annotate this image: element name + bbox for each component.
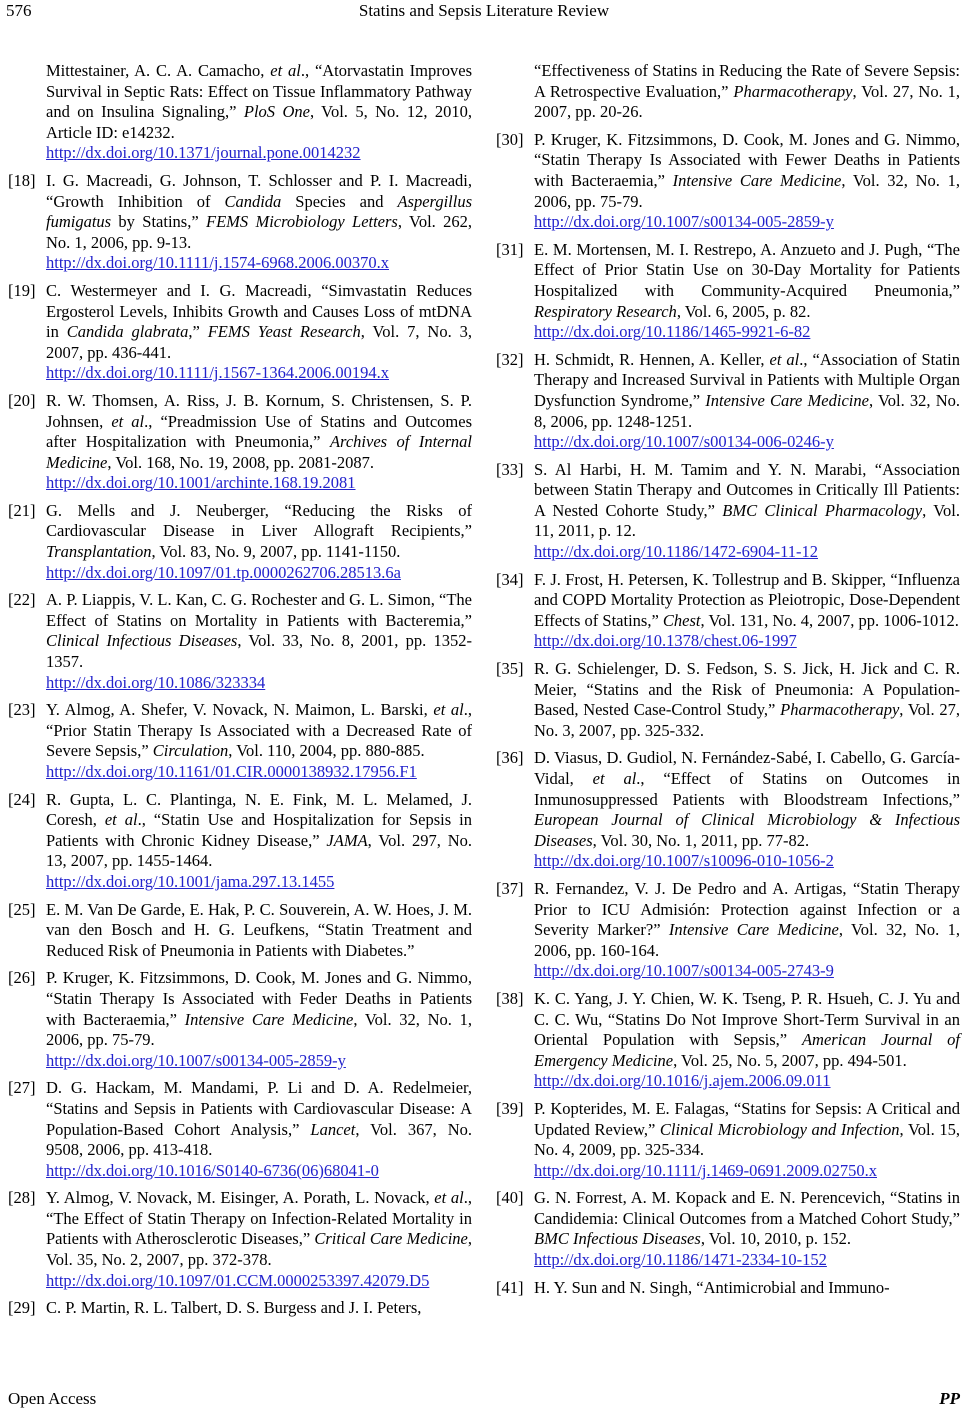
reference-number: [35] — [496, 659, 524, 679]
doi-link[interactable]: http://dx.doi.org/10.1007/s00134-006-0246-y — [534, 432, 834, 452]
reference-text: D. G. Hackam, M. Mandami, P. Li and D. A. Redelmeier, “Statins and Sepsis in Patients with Cardiovascular Disease: A Population-Based Cohort Analysis,” Lancet, Vol. 367, No. 9508, 2006, pp. 413-418. http://dx.doi.org/10.1016/S0140-6736(06)68041-0 — [46, 1078, 472, 1180]
doi-link[interactable]: http://dx.doi.org/10.1097/01.CCM.0000253397.42079.D5 — [46, 1270, 430, 1290]
reference-text: F. J. Frost, H. Petersen, K. Tollestrup and B. Skipper, “Influenza and COPD Mortality Protection as Pleiotropic, Dose-Dependent Effects of Statins,” Chest, Vol. 131, No. 4, 2007, pp. 1006-1012. http://dx.doi.org/10.1378/chest.06-1997 — [534, 569, 960, 651]
reference-number — [496, 61, 534, 123]
doi-link[interactable]: http://dx.doi.org/10.1016/S0140-6736(06)68041-0 — [46, 1160, 379, 1180]
reference-text: G. N. Forrest, A. M. Kopack and E. N. Perencevich, “Statins in Candidemia: Clinical Outcomes from a Matched Cohort Study,” BMC Infectious Diseases, Vol. 10, 2010, p. 152. http://dx.doi.org/10.1186/1471-2334-10-152 — [534, 1188, 960, 1270]
doi-link[interactable]: http://dx.doi.org/10.1007/s00134-005-2859-y — [46, 1050, 346, 1070]
reference-entry — [496, 570, 960, 652]
reference-number: [26] — [8, 968, 36, 988]
reference-text: “Effectiveness of Statins in Reducing the Rate of Severe Sepsis: A Retrospective Evaluation,” Pharmacotherapy, Vol. 27, No. 1, 2007, pp. 20-26. — [534, 61, 960, 122]
reference-entry — [8, 590, 472, 693]
reference-number: [28] — [8, 1188, 36, 1208]
reference-number: [37] — [496, 878, 524, 898]
doi-link[interactable]: http://dx.doi.org/10.1086/323334 — [46, 672, 266, 692]
reference-entry — [8, 61, 472, 164]
doi-link[interactable]: http://dx.doi.org/10.1097/01.tp.0000262706.28513.6a — [46, 562, 401, 582]
doi-link[interactable]: http://dx.doi.org/10.1371/journal.pone.0014232 — [46, 143, 361, 163]
reference-number: [19] — [8, 280, 36, 300]
doi-link[interactable]: http://dx.doi.org/10.1016/j.ajem.2006.09.011 — [534, 1071, 831, 1091]
reference-number: [23] — [8, 700, 36, 720]
reference-entry — [496, 460, 960, 563]
right-column — [496, 61, 960, 1326]
reference-number: [39] — [496, 1098, 524, 1118]
reference-text: R. W. Thomsen, A. Riss, J. B. Kornum, S. Christensen, S. P. Johnsen, et al., “Preadmission Use of Statins and Outcomes after Hospitalization with Pneumonia,” Archives of Internal Medicine, Vol. 168, No. 19, 2008, pp. 2081-2087. http://dx.doi.org/10.1001/archinte.168.19.2081 — [46, 390, 473, 493]
reference-text: H. Schmidt, R. Hennen, A. Keller, et al., “Association of Statin Therapy and Increased Survival in Patients with Multiple Organ Dysfunction Syndrome,” Intensive Care Medicine, Vol. 32, No. 8, 2006, pp. 1248-1251. http://dx.doi.org/10.1007/s00134-006-0246-y — [534, 349, 960, 452]
page-footer — [0, 1389, 968, 1409]
reference-text: P. Kruger, K. Fitzsimmons, D. Cook, M. Jones and G. Nimmo, “Statin Therapy Is Associated with Fewer Deaths in Patients with Bacteraemia,” Intensive Care Medicine, Vol. 32, No. 1, 2006, pp. 75-79. http://dx.doi.org/10.1007/s00134-005-2859-y — [534, 129, 960, 232]
reference-text: I. G. Macreadi, G. Johnson, T. Schlosser and P. I. Macreadi, “Growth Inhibition of Candida Species and Aspergillus fumigatus by Statins,” FEMS Microbiology Letters, Vol. 262, No. 1, 2006, pp. 9-13. http://dx.doi.org/10.1111/j.1574-6968.2006.00370.x — [46, 170, 472, 273]
reference-text: H. Y. Sun and N. Singh, “Antimicrobial and Immuno- — [534, 1277, 890, 1297]
reference-entry — [496, 61, 960, 123]
doi-link[interactable]: http://dx.doi.org/10.1007/s10096-010-1056-2 — [534, 851, 834, 871]
reference-number: [29] — [8, 1298, 36, 1318]
doi-link[interactable]: http://dx.doi.org/10.1378/chest.06-1997 — [534, 631, 797, 651]
doi-link[interactable]: http://dx.doi.org/10.1186/1472-6904-11-12 — [534, 542, 819, 562]
reference-text: K. C. Yang, J. Y. Chien, W. K. Tseng, P. R. Hsueh, C. J. Yu and C. C. Wu, “Statins Do Not Improve Short-Term Survival in an Oriental Population with Sepsis,” American Journal of Emergency Medicine, Vol. 25, No. 5, 2007, pp. 494-501. http://dx.doi.org/10.1016/j.ajem.2006.09.011 — [534, 988, 960, 1091]
reference-entry — [8, 1298, 472, 1319]
doi-link[interactable]: http://dx.doi.org/10.1007/s00134-005-2859-y — [534, 212, 834, 232]
doi-link[interactable]: http://dx.doi.org/10.1001/jama.297.13.1455 — [46, 871, 335, 891]
reference-entry — [496, 350, 960, 453]
reference-number: [41] — [496, 1277, 524, 1297]
reference-text: C. P. Martin, R. L. Talbert, D. S. Burgess and J. I. Peters, — [46, 1298, 422, 1318]
reference-text: P. Kopterides, M. E. Falagas, “Statins for Sepsis: A Critical and Updated Review,” Clinical Microbiology and Infection, Vol. 15, No. 4, 2009, pp. 325-334. http://dx.doi.org/10.1111/j.1469-0691.2009.02750.x — [534, 1098, 960, 1180]
reference-text: C. Westermeyer and I. G. Macreadi, “Simvastatin Reduces Ergosterol Levels, Inhibits Growth and Causes Loss of mtDNA in Candida glabrata,” FEMS Yeast Research, Vol. 7, No. 3, 2007, pp. 436-441. http://dx.doi.org/10.1111/j.1567-1364.2006.00194.x — [46, 280, 472, 383]
reference-entry — [496, 1278, 960, 1299]
reference-text: G. Mells and J. Neuberger, “Reducing the Risks of Cardiovascular Disease in Liver Allograft Recipients,” Transplantation, Vol. 83, No. 9, 2007, pp. 1141-1150. http://dx.doi.org/10.1097/01.tp.0000262706.28513.6a — [46, 500, 472, 582]
reference-number: [36] — [496, 748, 524, 768]
reference-entry — [8, 171, 472, 274]
reference-entry — [8, 700, 472, 782]
reference-number: [25] — [8, 899, 36, 919]
reference-entry — [496, 879, 960, 982]
reference-number: [24] — [8, 789, 36, 809]
reference-entry — [496, 130, 960, 233]
reference-entry — [8, 1188, 472, 1291]
reference-number: [38] — [496, 988, 524, 1008]
doi-link[interactable]: http://dx.doi.org/10.1161/01.CIR.0000138932.17956.F1 — [46, 762, 417, 781]
reference-entry — [496, 1188, 960, 1270]
reference-number: [22] — [8, 590, 36, 610]
reference-entry — [8, 900, 472, 962]
reference-number: [34] — [496, 569, 524, 589]
reference-text: R. Gupta, L. C. Plantinga, N. E. Fink, M. L. Melamed, J. Coresh, et al., “Statin Use and Hospitalization for Sepsis in Patients with Chronic Kidney Disease,” JAMA, Vol. 297, No. 13, 2007, pp. 1455-1464. http://dx.doi.org/10.1001/jama.297.13.1455 — [46, 789, 472, 891]
reference-entry — [496, 989, 960, 1092]
doi-link[interactable]: http://dx.doi.org/10.1001/archinte.168.19.2081 — [46, 473, 356, 493]
reference-text: S. Al Harbi, H. M. Tamim and Y. N. Marabi, “Association between Statin Therapy and Outcomes in Critically Ill Patients: A Nested Cohorte Study,” BMC Clinical Pharmacology, Vol. 11, 2011, p. 12. http://dx.doi.org/10.1186/1472-6904-11-12 — [534, 459, 960, 562]
reference-entry — [8, 501, 472, 583]
references-section — [0, 61, 968, 1326]
reference-entry — [8, 281, 472, 384]
reference-text: Mittestainer, A. C. A. Camacho, et al., “Atorvastatin Improves Survival in Septic Rats: Effect on Tissue Inflammatory Pathway and on Insulina Signaling,” PloS One, Vol. 5, No. 12, 2010, Article ID: e14232. http://dx.doi.org/10.1371/journal.pone.0014232 — [46, 61, 473, 163]
reference-entry — [8, 391, 472, 494]
reference-entry — [8, 790, 472, 893]
reference-text: R. G. Schielenger, D. S. Fedson, S. S. Jick, H. Jick and C. R. Meier, “Statins and the Risk of Pneumonia: A Population-Based, Nested Case-Control Study,” Pharmacotherapy, Vol. 27, No. 3, 2007, pp. 325-332. — [534, 659, 960, 740]
reference-number: [27] — [8, 1078, 36, 1098]
reference-number: [20] — [8, 390, 36, 410]
page-header — [0, 0, 968, 25]
reference-number — [8, 61, 46, 164]
reference-entry — [496, 240, 960, 343]
reference-number: [18] — [8, 170, 36, 190]
reference-text: Y. Almog, V. Novack, M. Eisinger, A. Porath, L. Novack, et al., “The Effect of Statin Therapy on Infection-Related Mortality in Patients with Atherosclerotic Diseases,” Critical Care Medicine, Vol. 35, No. 2, 2007, pp. 372-378. http://dx.doi.org/10.1097/01.CCM.0000253397.42079.D5 — [46, 1188, 473, 1290]
reference-entry — [8, 968, 472, 1071]
page-number: 576 — [6, 1, 32, 20]
reference-entry — [496, 659, 960, 741]
reference-text: P. Kruger, K. Fitzsimmons, D. Cook, M. Jones and G. Nimmo, “Statin Therapy Is Associated with Feder Deaths in Patients with Bacteraemia,” Intensive Care Medicine, Vol. 32, No. 1, 2006, pp. 75-79. http://dx.doi.org/10.1007/s00134-005-2859-y — [46, 968, 472, 1070]
reference-text: E. M. Mortensen, M. I. Restrepo, A. Anzueto and J. Pugh, “The Effect of Prior Statin Use on 30-Day Mortality for Patients Hospitalized with Community-Acquired Pneumonia,” Respiratory Research, Vol. 6, 2005, p. 82. http://dx.doi.org/10.1186/1465-9921-6-82 — [534, 239, 960, 342]
reference-entry — [496, 748, 960, 872]
reference-number: [33] — [496, 459, 524, 479]
reference-number: [40] — [496, 1188, 524, 1208]
reference-entry — [496, 1099, 960, 1181]
reference-text: R. Fernandez, V. J. De Pedro and A. Artigas, “Statin Therapy Prior to ICU Admisión: Protection against Infection or a Severity Marker?” Intensive Care Medicine, Vol. 32, No. 1, 2006, pp. 160-164. http://dx.doi.org/10.1007/s00134-005-2743-9 — [534, 878, 960, 981]
reference-entry — [8, 1078, 472, 1181]
reference-number: [21] — [8, 500, 36, 520]
doi-link[interactable]: http://dx.doi.org/10.1111/j.1567-1364.2006.00194.x — [46, 363, 389, 383]
reference-text: A. P. Liappis, V. L. Kan, C. G. Rochester and G. L. Simon, “The Effect of Statins on Mortality in Patients with Bacteremia,” Clinical Infectious Diseases, Vol. 33, No. 8, 2001, pp. 1352-1357. http://dx.doi.org/10.1086/323334 — [46, 590, 472, 692]
footer-journal-abbrev: PP — [939, 1389, 960, 1408]
reference-text: Y. Almog, A. Shefer, V. Novack, N. Maimon, L. Barski, et al., “Prior Statin Therapy Is Associated with a Decreased Rate of Severe Sepsis,” Circulation, Vol. 110, 2004, pp. 880-885. http://dx.doi.org/10.1161/01.CIR.0000138932.17956.F1 — [46, 700, 472, 781]
reference-number: [32] — [496, 349, 524, 369]
footer-open-access: Open Access — [8, 1389, 97, 1408]
doi-link[interactable]: http://dx.doi.org/10.1111/j.1574-6968.2006.00370.x — [46, 253, 389, 273]
doi-link[interactable]: http://dx.doi.org/10.1186/1471-2334-10-152 — [534, 1250, 827, 1270]
reference-text: E. M. Van De Garde, E. Hak, P. C. Souverein, A. W. Hoes, J. M. van den Bosch and H. G. Leufkens, “Statin Treatment and Reduced Risk of Pneumonia in Patients with Diabetes.” — [46, 899, 472, 960]
doi-link[interactable]: http://dx.doi.org/10.1111/j.1469-0691.2009.02750.x — [534, 1160, 877, 1180]
reference-number: [30] — [496, 129, 524, 149]
left-column — [8, 61, 472, 1326]
doi-link[interactable]: http://dx.doi.org/10.1007/s00134-005-2743-9 — [534, 961, 834, 981]
reference-number: [31] — [496, 239, 524, 259]
doi-link[interactable]: http://dx.doi.org/10.1186/1465-9921-6-82 — [534, 322, 811, 342]
reference-text: D. Viasus, D. Gudiol, N. Fernández-Sabé, I. Cabello, G. García-Vidal, et al., “Effect of Statins on Outcomes in Inmunosuppressed Patients with Bloodstream Infections,” European Journal of Clinical Microbiology & Infectious Diseases, Vol. 30, No. 1, 2011, pp. 77-82. http://dx.doi.org/10.1007/s10096-010-1056-2 — [534, 748, 961, 871]
running-head-title: Statins and Sepsis Literature Review — [358, 1, 610, 20]
